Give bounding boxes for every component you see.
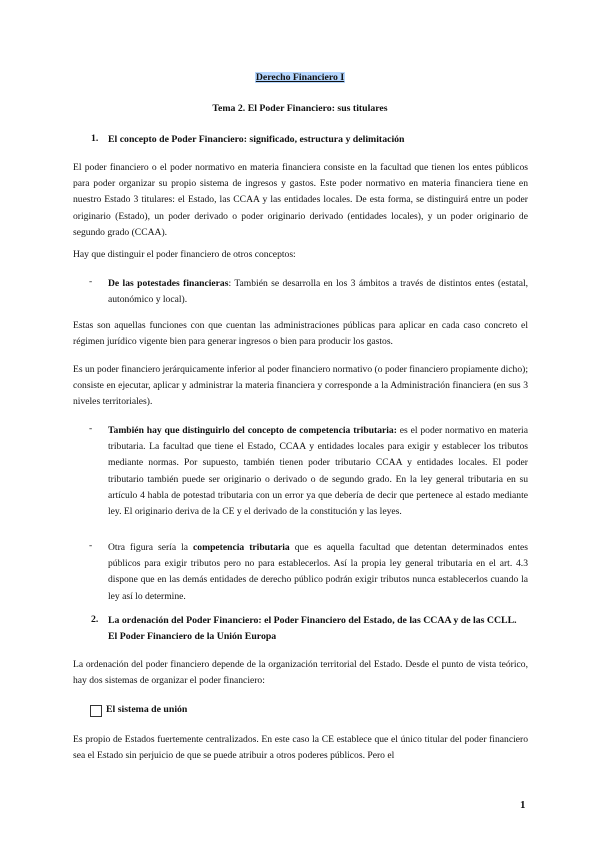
section-2-heading: La ordenación del Poder Financiero: el Poder Financiero del Estado, de las CCAA y de las CCLL. El Poder Financiero de la Unión Europa: [108, 615, 517, 642]
bullet-item-3: [108, 540, 528, 605]
section-1-heading: El concepto de Poder Financiero: significado, estructura y delimitación: [108, 134, 405, 145]
bullet-3-pre: Otra figura sería la: [108, 542, 194, 553]
bullet-3-text: que es aquella facultad que detentan determinados entes públicos para exigir tributos pero no para establecerlos. Así la propia ley general tributaria en el art. 4.3 dispone que en las demás entidades de derecho público podrán exigir tributos nunca establecerlos cuando la ley así lo determine.: [108, 542, 528, 602]
document-subtitle: Tema 2. El Poder Financiero: sus titulares: [212, 103, 388, 114]
bullet-dash-1: -: [89, 276, 93, 287]
paragraph-1: El poder financiero o el poder normativo en materia financiera consiste en la facultad que tienen los entes públicos para poder organizar su propio sistema de ingresos y gastos. Este poder normativo en materia financiera tiene en nuestro Estado 3 titulares: el Estado, las CCAA y las entidades locales. De esta forma, se distinguirá entre un poder originario (Estado), un poder derivado o poder originario derivado (entidades locales), y un poder originario de segundo grado (CCAA).: [73, 162, 528, 238]
document-title: Derecho Financiero I: [255, 72, 345, 83]
paragraph-2: Hay que distinguir el poder financiero de otros conceptos:: [73, 249, 296, 260]
bullet-dash-3: -: [89, 540, 93, 551]
checkbox-icon: [90, 705, 102, 717]
section-1-number: 1.: [91, 133, 99, 144]
bullet-dash-2: -: [89, 423, 93, 434]
bullet-item-1: [108, 276, 528, 308]
bullet-1-text: : También se desarrolla en los 3 ámbitos a través de distintos entes (estatal, autonómico y local).: [108, 278, 529, 306]
paragraph-6: Es propio de Estados fuertemente centralizados. En este caso la CE establece que el único titular del poder financiero sea el Estado sin perjuicio de que se puede atribuir a otros poderes públicos. Pero el: [73, 734, 528, 762]
bullet-1-bold: De las potestades financieras: [108, 278, 229, 289]
page-number: 1: [520, 799, 526, 811]
paragraph-5: La ordenación del poder financiero depende de la organización territorial del Estado. Desde el punto de vista teórico, hay dos sistemas de organizar el poder financiero:: [73, 659, 528, 687]
subsection-heading: El sistema de unión: [106, 704, 188, 715]
bullet-item-2: [108, 423, 528, 520]
bullet-2-text: es el poder normativo en materia tributaria. La facultad que tiene el Estado, CCAA y entidades locales para exigir y establecer los tributos mediante normas. Por supuesto, también tienen poder tributario CCAA y entidades locales. El poder tributario también puede ser originario o derivado o de segundo grado. En la ley general tributaria en su artículo 4 habla de potestad tributaria con un error ya que debería de decir que pertenece al estado mediante ley. El originario deriva de la CE y el derivado de la constitución y las leyes.: [108, 425, 528, 518]
section-2-number: 2.: [91, 614, 99, 625]
paragraph-3: Estas son aquellas funciones con que cuentan las administraciones públicas para aplicar en cada caso concreto el régimen jurídico vigente bien para generar ingresos o bien para producir los gastos.: [73, 320, 528, 348]
bullet-2-bold: También hay que distinguirlo del concepto de competencia tributaria:: [108, 425, 397, 436]
paragraph-4: Es un poder financiero jerárquicamente inferior al poder financiero normativo (o poder financiero propiamente dicho); consiste en ejecutar, aplicar y administrar la materia financiera y corresponde a la Administración financiera (en sus 3 niveles territoriales).: [73, 364, 528, 408]
bullet-3-bold: competencia tributaria: [193, 542, 290, 553]
